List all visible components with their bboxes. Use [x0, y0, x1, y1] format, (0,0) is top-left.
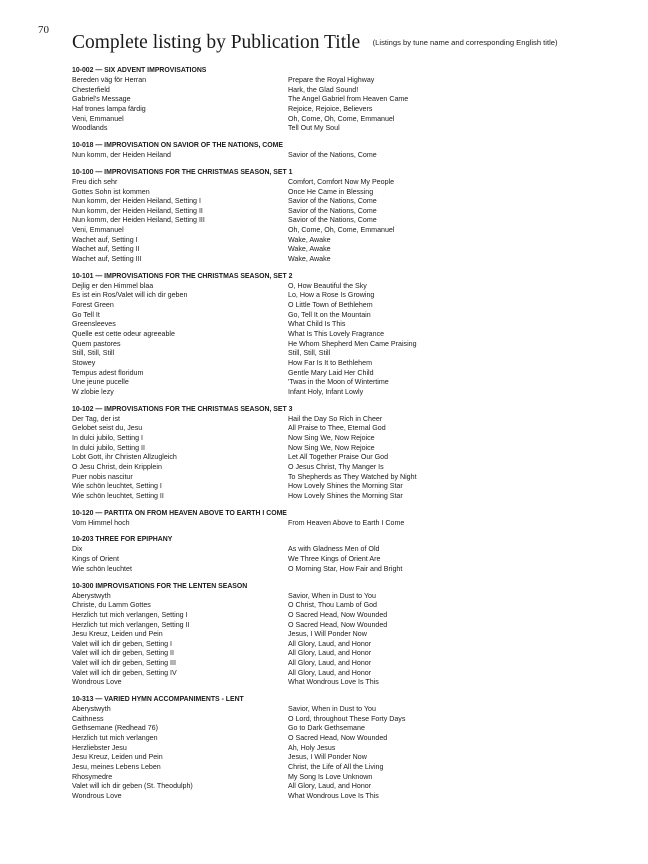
- section-heading: 10-002 — SIX ADVENT IMPROVISATIONS: [72, 67, 207, 74]
- page-title: Complete listing by Publication Title: [72, 32, 361, 53]
- tune-name: O Jesu Christ, dein Kripplein: [72, 462, 162, 471]
- tune-name: Freu dich sehr: [72, 177, 118, 186]
- section-heading: 10-203 THREE FOR EPIPHANY: [72, 536, 173, 544]
- tune-name: Wachet auf, Setting II: [72, 245, 140, 254]
- english-title: O Sacred Head, Now Wounded: [288, 620, 388, 629]
- english-title: Lo, How a Rose Is Growing: [288, 291, 375, 300]
- tune-name: Gottes Sohn ist kommen: [72, 187, 150, 196]
- listing-row: [72, 715, 472, 725]
- english-title: Gentle Mary Laid Her Child: [288, 368, 374, 377]
- tune-name: In dulci jubilo, Setting I: [72, 433, 143, 442]
- tune-name: Wondrous Love: [72, 791, 122, 800]
- tune-name: Es ist ein Ros/Valet will ich dir geben: [72, 291, 188, 300]
- english-title: Once He Came in Blessing: [288, 187, 374, 196]
- english-title: Hark, the Glad Sound!: [288, 85, 359, 94]
- tune-name: Stowey: [72, 358, 96, 367]
- english-title: Comfort, Comfort Now My People: [288, 177, 395, 186]
- listing-row: [72, 453, 472, 463]
- listing-row: [72, 555, 472, 565]
- english-title: What Wondrous Love Is This: [288, 791, 379, 800]
- english-title: Savior of the Nations, Come: [288, 151, 377, 160]
- tune-name: Dejlig er den Himmel blaa: [72, 281, 154, 290]
- tune-name: Gelobet seist du, Jesu: [72, 424, 143, 433]
- listing-row: [72, 216, 472, 226]
- english-title: 'Twas in the Moon of Wintertime: [288, 378, 389, 387]
- english-title: What Wondrous Love Is This: [288, 678, 379, 687]
- listing-row: [72, 340, 472, 350]
- listing-row: [72, 124, 472, 134]
- english-title: O Morning Star, How Fair and Bright: [288, 564, 403, 573]
- tune-name: Kings of Orient: [72, 555, 119, 564]
- english-title: How Lovely Shines the Morning Star: [288, 491, 403, 500]
- section-heading: 10-101 — IMPROVISATIONS FOR THE CHRISTMAS SEASON, SET 2: [72, 272, 293, 280]
- listing-row: [72, 463, 472, 473]
- listing-row: [72, 301, 472, 311]
- tune-name: Nun komm, der Heiden Heiland: [72, 151, 171, 160]
- listing-row: [72, 640, 472, 650]
- listing-row: [72, 330, 472, 340]
- tune-name: Wie schön leuchtet, Setting II: [72, 491, 164, 500]
- english-title: O Christ, Thou Lamb of God: [288, 601, 377, 610]
- tune-name: Nun komm, der Heiden Heiland, Setting III: [72, 216, 205, 225]
- listing-row: [72, 753, 472, 763]
- english-title: Savior of the Nations, Come: [288, 216, 377, 225]
- listing-row: [72, 545, 472, 555]
- listing-row: [72, 678, 472, 688]
- english-title: All Glory, Laud, and Honor: [288, 649, 372, 658]
- publication-section: [72, 405, 472, 502]
- listing-row: [72, 311, 472, 321]
- tune-name: Une jeune pucelle: [72, 378, 129, 387]
- listing-row: [72, 105, 472, 115]
- section-heading: 10-313 — VARIED HYMN ACCOMPANIMENTS - LENT: [72, 696, 244, 704]
- tune-name: Forest Green: [72, 301, 114, 310]
- english-title: Still, Still, Still: [288, 349, 331, 358]
- listing-row: [72, 782, 472, 792]
- tune-name: Gethsemane (Redhead 76): [72, 724, 158, 733]
- english-title: Hail the Day So Rich in Cheer: [288, 414, 383, 423]
- listing-row: [72, 255, 472, 265]
- listing-row: [72, 76, 472, 86]
- tune-name: Wondrous Love: [72, 678, 122, 687]
- english-title: What Child Is This: [288, 320, 346, 329]
- tune-name: Vom Himmel hoch: [72, 518, 130, 527]
- page-subtitle: (Listings by tune name and corresponding English title): [372, 38, 558, 47]
- english-title: Savior, When in Dust to You: [288, 591, 376, 600]
- section-heading: 10-100 — IMPROVISATIONS FOR THE CHRISTMAS SEASON, SET 1: [72, 168, 293, 176]
- tune-name: Veni, Emmanuel: [72, 114, 124, 123]
- listing-row: [72, 763, 472, 773]
- listing-row: [72, 792, 472, 802]
- english-title: My Song Is Love Unknown: [288, 772, 373, 781]
- tune-name: Woodlands: [72, 124, 108, 133]
- page-number: 70: [38, 24, 49, 36]
- tune-name: Quelle est cette odeur agreeable: [72, 330, 175, 339]
- listing-row: [72, 592, 472, 602]
- english-title: O Little Town of Bethlehem: [288, 301, 373, 310]
- listing-row: [72, 95, 472, 105]
- english-title: O Sacred Head, Now Wounded: [288, 610, 388, 619]
- english-title: Go, Tell It on the Mountain: [288, 310, 371, 319]
- listing-row: [72, 245, 472, 255]
- english-title: Prepare the Royal Highway: [288, 76, 375, 84]
- tune-name: Haf trones lampa färdig: [72, 104, 146, 113]
- tune-name: Lobt Gott, ihr Christen Allzugleich: [72, 453, 177, 462]
- publication-section: [72, 695, 472, 801]
- english-title: Wake, Awake: [288, 254, 331, 263]
- listing-row: [72, 621, 472, 631]
- english-title: O Sacred Head, Now Wounded: [288, 734, 388, 743]
- tune-name: Valet will ich dir geben, Setting II: [72, 649, 174, 658]
- english-title: All Praise to Thee, Eternal God: [288, 424, 386, 433]
- english-title: All Glory, Laud, and Honor: [288, 668, 372, 677]
- tune-name: Tempus adest floridum: [72, 368, 144, 377]
- listing-row: [72, 705, 472, 715]
- tune-name: Herzlich tut mich verlangen, Setting I: [72, 610, 188, 619]
- listing-row: [72, 349, 472, 359]
- publication-section: [72, 535, 472, 574]
- tune-name: Aberystwyth: [72, 705, 111, 714]
- listing-row: [72, 226, 472, 236]
- listing-row: [72, 744, 472, 754]
- english-title: We Three Kings of Orient Are: [288, 555, 381, 564]
- english-title: Oh, Come, Oh, Come, Emmanuel: [288, 226, 395, 235]
- listing-row: [72, 473, 472, 483]
- listing-row: [72, 207, 472, 217]
- listing-row: [72, 519, 472, 529]
- tune-name: Puer nobis nascitur: [72, 472, 133, 481]
- listing-row: [72, 369, 472, 379]
- english-title: Ah, Holy Jesus: [288, 743, 336, 752]
- listing-row: [72, 630, 472, 640]
- english-title: To Shepherds as They Watched by Night: [288, 472, 417, 481]
- publication-section: [72, 509, 472, 529]
- tune-name: In dulci jubilo, Setting II: [72, 443, 145, 452]
- listing-row: [72, 734, 472, 744]
- section-heading: 10-018 — IMPROVISATION ON SAVIOR OF THE NATIONS, COME: [72, 142, 283, 150]
- listing-row: [72, 359, 472, 369]
- listing-row: [72, 291, 472, 301]
- tune-name: Wachet auf, Setting III: [72, 254, 142, 263]
- english-title: Wake, Awake: [288, 245, 331, 254]
- listing-row: [72, 178, 472, 188]
- listing-row: [72, 151, 472, 161]
- tune-name: Bereden väg för Herran: [72, 76, 147, 84]
- listing-row: [72, 424, 472, 434]
- tune-name: Chesterfield: [72, 85, 110, 94]
- tune-name: Herzliebster Jesu: [72, 743, 127, 752]
- listing-row: [72, 282, 472, 292]
- section-heading: 10-300 IMPROVISATIONS FOR THE LENTEN SEASON: [72, 582, 248, 590]
- english-title: Jesus, I Will Ponder Now: [288, 753, 367, 762]
- tune-name: Aberystwyth: [72, 591, 111, 600]
- publication-section: [72, 582, 472, 688]
- tune-name: Wie schön leuchtet: [72, 564, 132, 573]
- english-title: Rejoice, Rejoice, Believers: [288, 104, 373, 113]
- english-title: Wake, Awake: [288, 235, 331, 244]
- tune-name: Still, Still, Still: [72, 349, 115, 358]
- english-title: All Glory, Laud, and Honor: [288, 639, 372, 648]
- english-title: Let All Together Praise Our God: [288, 453, 389, 462]
- tune-name: Jesu Kreuz, Leiden und Pein: [72, 753, 163, 762]
- english-title: How Far Is It to Bethlehem: [288, 358, 372, 367]
- english-title: How Lovely Shines the Morning Star: [288, 482, 403, 491]
- english-title: All Glory, Laud, and Honor: [288, 659, 372, 668]
- english-title: From Heaven Above to Earth I Come: [288, 518, 405, 527]
- listing-row: [72, 320, 472, 330]
- tune-name: Jesu Kreuz, Leiden und Pein: [72, 630, 163, 639]
- tune-name: Valet will ich dir geben (St. Theodulph): [72, 782, 193, 791]
- tune-name: W zlobie lezy: [72, 387, 114, 396]
- tune-name: Valet will ich dir geben, Setting I: [72, 639, 173, 648]
- tune-name: Nun komm, der Heiden Heiland, Setting II: [72, 206, 203, 215]
- tune-name: Wie schön leuchtet, Setting I: [72, 482, 162, 491]
- english-title: Now Sing We, Now Rejoice: [288, 443, 375, 452]
- english-title: Savior of the Nations, Come: [288, 206, 377, 215]
- english-title: Tell Out My Soul: [288, 124, 340, 133]
- listing-row: [72, 482, 472, 492]
- tune-name: Christe, du Lamm Gottes: [72, 601, 151, 610]
- listing-row: [72, 669, 472, 679]
- english-title: Christ, the Life of All the Living: [288, 763, 384, 772]
- tune-name: Dix: [72, 545, 83, 554]
- listing-row: [72, 724, 472, 734]
- tune-name: Valet will ich dir geben, Setting III: [72, 659, 176, 668]
- listing-row: [72, 565, 472, 575]
- english-title: Oh, Come, Oh, Come, Emmanuel: [288, 114, 395, 123]
- tune-name: Quem pastores: [72, 339, 121, 348]
- tune-name: Veni, Emmanuel: [72, 226, 124, 235]
- tune-name: Rhosymedre: [72, 772, 113, 781]
- tune-name: Der Tag, der ist: [72, 414, 120, 423]
- listing-row: [72, 115, 472, 125]
- listing-row: [72, 378, 472, 388]
- listing-row: [72, 659, 472, 669]
- english-title: Savior, When in Dust to You: [288, 705, 376, 714]
- page-header: [72, 32, 632, 54]
- listing-row: [72, 388, 472, 398]
- english-title: Infant Holy, Infant Lowly: [288, 387, 364, 396]
- listing-row: [72, 415, 472, 425]
- english-title: What Is This Lovely Fragrance: [288, 330, 385, 339]
- english-title: O Jesus Christ, Thy Manger Is: [288, 462, 384, 471]
- publication-section: [72, 141, 472, 161]
- english-title: All Glory, Laud, and Honor: [288, 782, 372, 791]
- english-title: Jesus, I Will Ponder Now: [288, 630, 367, 639]
- english-title: Savior of the Nations, Come: [288, 197, 377, 206]
- tune-name: Go Tell It: [72, 310, 100, 319]
- listing-row: [72, 492, 472, 502]
- tune-name: Wachet auf, Setting I: [72, 235, 138, 244]
- english-title: Now Sing We, Now Rejoice: [288, 433, 375, 442]
- listing-row: [72, 773, 472, 783]
- tune-name: Gabriel's Message: [72, 95, 131, 104]
- listing-row: [72, 434, 472, 444]
- section-heading: 10-102 — IMPROVISATIONS FOR THE CHRISTMAS SEASON, SET 3: [72, 405, 293, 413]
- tune-name: Valet will ich dir geben, Setting IV: [72, 668, 177, 677]
- tune-name: Greensleeves: [72, 320, 116, 329]
- english-title: Go to Dark Gethsemane: [288, 724, 365, 733]
- listing-row: [72, 197, 472, 207]
- listing-row: [72, 236, 472, 246]
- english-title: O, How Beautiful the Sky: [288, 281, 367, 290]
- publication-listing: [72, 66, 472, 809]
- publication-section: [72, 168, 472, 265]
- english-title: He Whom Shepherd Men Came Praising: [288, 339, 417, 348]
- tune-name: Herzlich tut mich verlangen: [72, 734, 158, 743]
- listing-row: [72, 188, 472, 198]
- listing-row: [72, 444, 472, 454]
- publication-section: [72, 272, 472, 398]
- english-title: The Angel Gabriel from Heaven Came: [288, 95, 409, 104]
- listing-row: [72, 611, 472, 621]
- tune-name: Nun komm, der Heiden Heiland, Setting I: [72, 197, 201, 206]
- tune-name: Jesu, meines Lebens Leben: [72, 763, 161, 772]
- tune-name: Caithness: [72, 714, 104, 723]
- english-title: O Lord, throughout These Forty Days: [288, 714, 406, 723]
- section-heading: 10-120 — PARTITA ON FROM HEAVEN ABOVE TO EARTH I COME: [72, 509, 287, 517]
- listing-row: [72, 649, 472, 659]
- english-title: As with Gladness Men of Old: [288, 545, 380, 554]
- listing-row: [72, 86, 472, 96]
- publication-section: [72, 66, 472, 134]
- tune-name: Herzlich tut mich verlangen, Setting II: [72, 620, 190, 629]
- listing-row: [72, 601, 472, 611]
